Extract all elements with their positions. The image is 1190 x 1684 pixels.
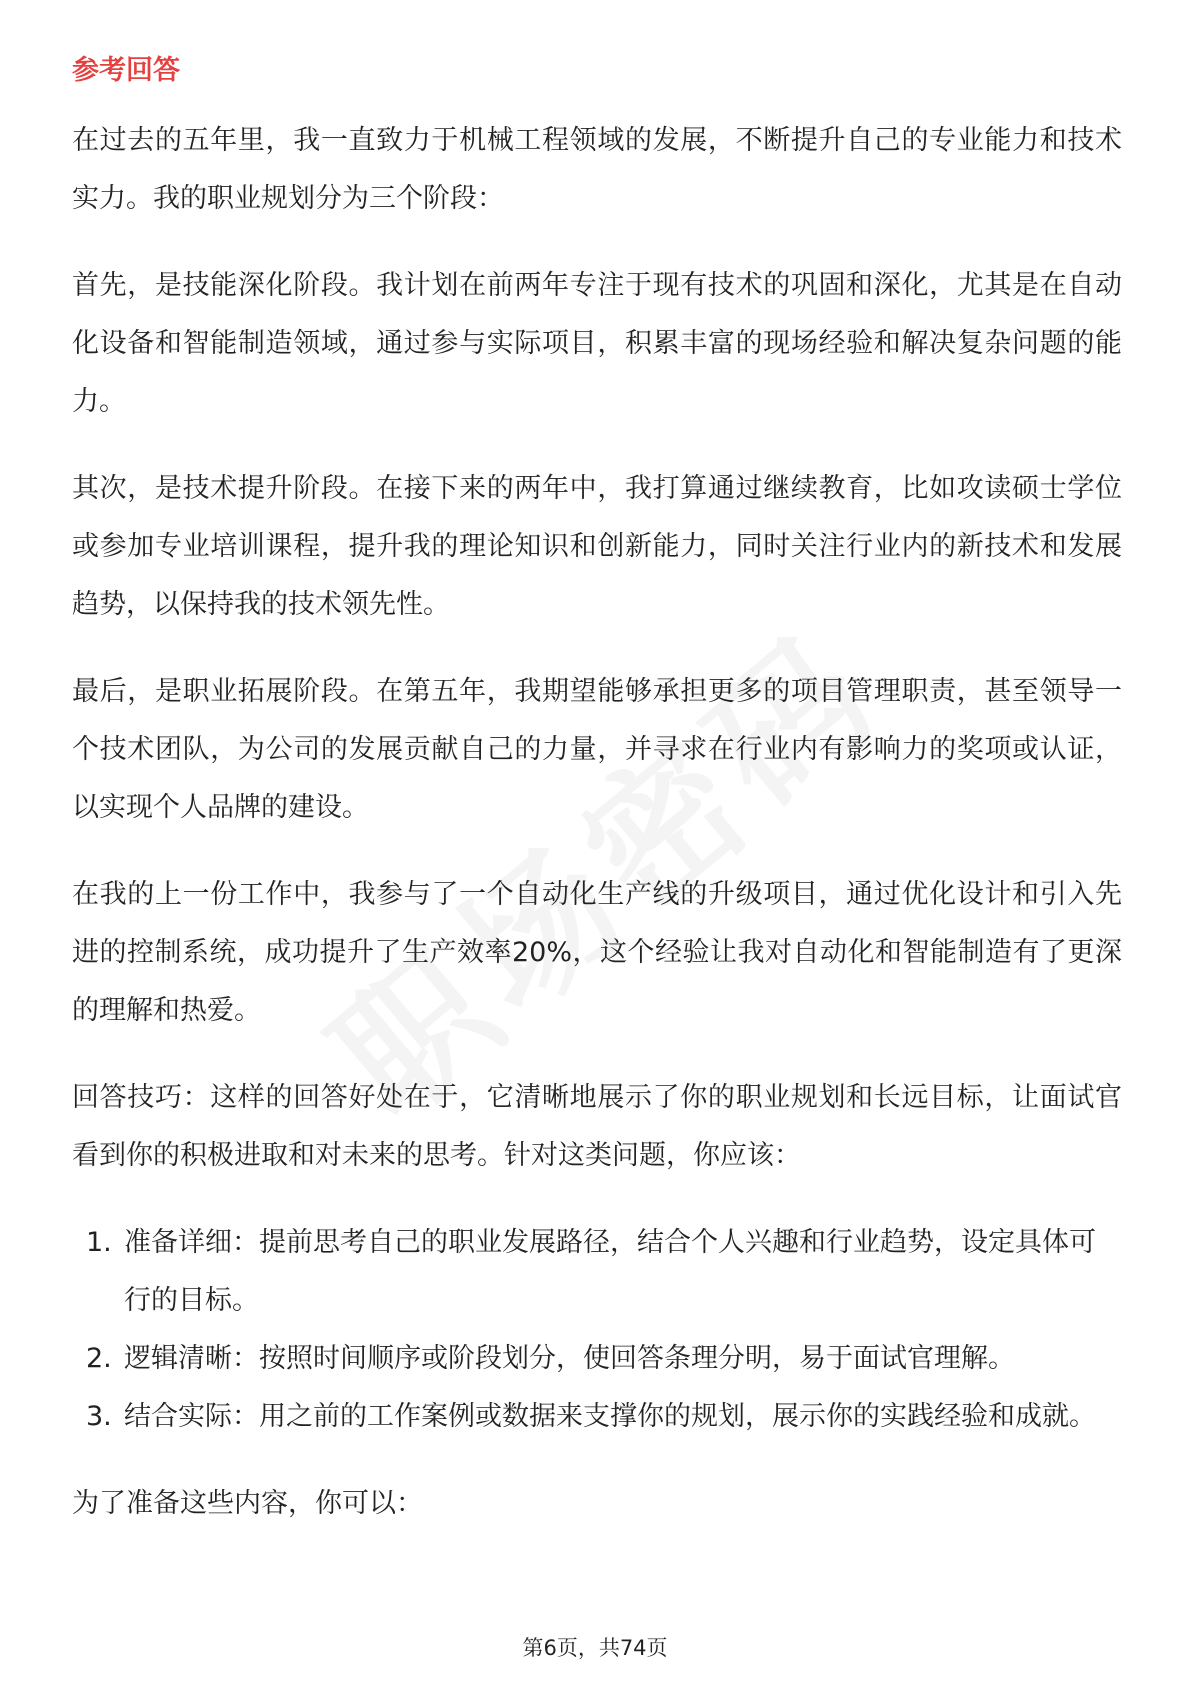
list-item xyxy=(72,1214,1122,1330)
list-item-text: 逻辑清晰：按照时间顺序或阶段划分，使回答条理分明，易于面试官理解。 xyxy=(124,1343,1015,1374)
paragraph-stage-one: 首先，是技能深化阶段。我计划在前两年专注于现有技术的巩固和深化，尤其是在自动化设备和智能制造领域，通过参与实际项目，积累丰富的现场经验和解决复杂问题的能力。 xyxy=(72,270,1122,417)
list-number: 2. xyxy=(86,1343,112,1374)
paragraph-intro: 在过去的五年里，我一直致力于机械工程领域的发展，不断提升自己的专业能力和技术实力。我的职业规划分为三个阶段： xyxy=(72,125,1122,214)
list-item-text: 准备详细：提前思考自己的职业发展路径，结合个人兴趣和行业趋势，设定具体可行的目标。 xyxy=(124,1227,1096,1316)
list-item xyxy=(72,1330,1122,1388)
tips-list xyxy=(72,1214,1122,1446)
paragraph-closing: 为了准备这些内容，你可以： xyxy=(72,1488,423,1519)
paragraph-experience: 在我的上一份工作中，我参与了一个自动化生产线的升级项目，通过优化设计和引入先进的控制系统，成功提升了生产效率20%，这个经验让我对自动化和智能制造有了更深的理解和热爱。 xyxy=(72,879,1122,1026)
answer-body xyxy=(72,112,1122,1562)
list-number: 1. xyxy=(86,1227,112,1258)
paragraph-tips-intro: 回答技巧：这样的回答好处在于，它清晰地展示了你的职业规划和长远目标，让面试官看到你的积极进取和对未来的思考。针对这类问题，你应该： xyxy=(72,1082,1122,1171)
paragraph-stage-two: 其次，是技术提升阶段。在接下来的两年中，我打算通过继续教育，比如攻读硕士学位或参加专业培训课程，提升我的理论知识和创新能力，同时关注行业内的新技术和发展趋势，以保持我的技术领先性。 xyxy=(72,473,1122,620)
page-number-footer: 第6页，共74页 xyxy=(522,1636,668,1660)
paragraph-stage-three: 最后，是职业拓展阶段。在第五年，我期望能够承担更多的项目管理职责，甚至领导一个技术团队，为公司的发展贡献自己的力量，并寻求在行业内有影响力的奖项或认证，以实现个人品牌的建设。 xyxy=(72,676,1122,823)
list-number: 3. xyxy=(86,1401,112,1432)
list-item-text: 结合实际：用之前的工作案例或数据来支撑你的规划，展示你的实践经验和成就。 xyxy=(124,1401,1096,1432)
list-item xyxy=(72,1388,1122,1446)
section-heading: 参考回答 xyxy=(72,55,180,86)
